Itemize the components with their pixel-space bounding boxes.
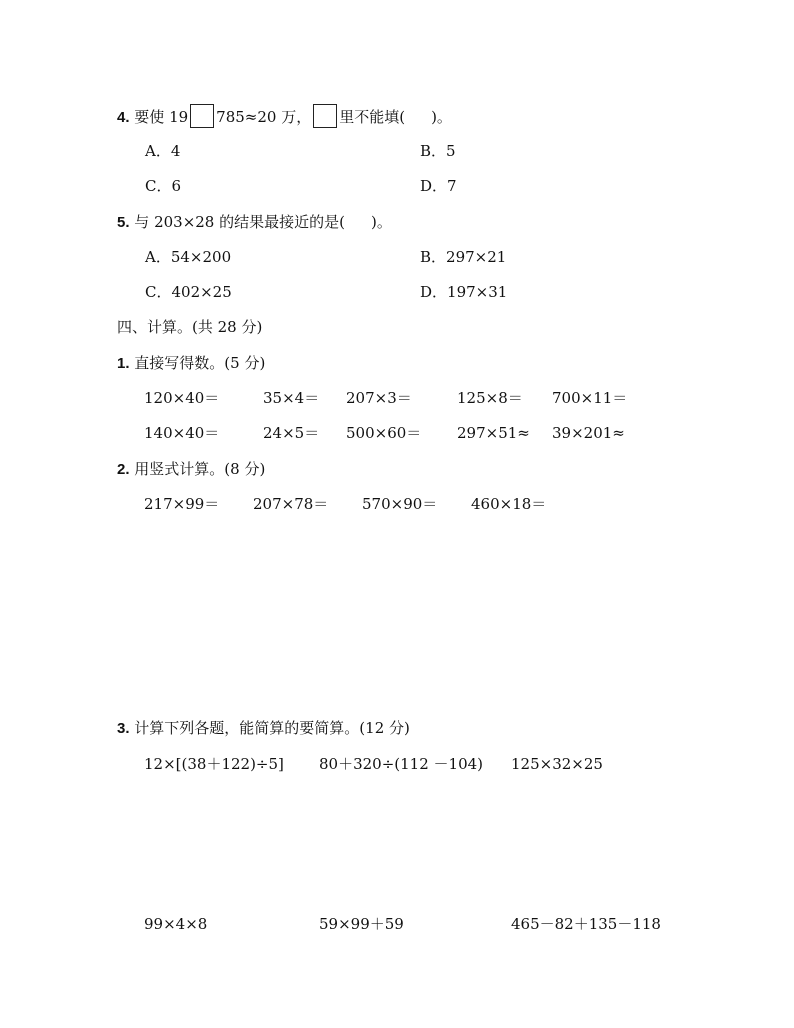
oral-item[interactable]: 120×40＝ — [144, 389, 220, 407]
oral-item[interactable]: 500×60＝ — [346, 424, 422, 442]
subquestion-1 — [117, 353, 265, 374]
oral-item[interactable]: 125×8＝ — [457, 389, 523, 407]
question-text: 要使 19 — [134, 108, 189, 126]
simplify-item[interactable]: 465－82＋135－118 — [511, 915, 661, 933]
simplify-item[interactable]: 59×99＋59 — [319, 915, 404, 933]
question-5 — [117, 212, 392, 233]
section-heading: 四、计算。(共 28 分) — [117, 318, 263, 336]
option-b[interactable]: B．5 — [420, 142, 456, 160]
oral-item[interactable]: 140×40＝ — [144, 424, 220, 442]
oral-item[interactable]: 39×201≈ — [552, 424, 625, 442]
question-text: 用竖式计算。(8 分) — [134, 460, 266, 478]
question-text: )。 — [431, 108, 452, 126]
subquestion-2 — [117, 459, 265, 480]
oral-item[interactable]: 700×11＝ — [552, 389, 628, 407]
question-text: 计算下列各题，能简算的要简算。(12 分) — [134, 719, 410, 737]
oral-item[interactable]: 35×4＝ — [263, 389, 320, 407]
question-number: 1. — [117, 355, 130, 372]
option-a[interactable]: A．4 — [145, 142, 181, 160]
question-text: 直接写得数。(5 分) — [134, 354, 266, 372]
option-b[interactable]: B．297×21 — [420, 248, 507, 266]
oral-item[interactable]: 207×3＝ — [346, 389, 412, 407]
question-number: 3. — [117, 720, 130, 737]
question-text: 785≈20 万， — [216, 108, 312, 126]
option-d[interactable]: D．7 — [420, 177, 457, 195]
question-4 — [117, 104, 452, 128]
simplify-item[interactable]: 125×32×25 — [511, 755, 603, 773]
question-text: 与 203×28 的结果最接近的是( — [134, 213, 345, 231]
vertical-calc-item[interactable]: 460×18＝ — [471, 495, 547, 513]
question-text: )。 — [370, 213, 392, 231]
vertical-calc-item[interactable]: 570×90＝ — [362, 495, 438, 513]
question-text: 里不能填( — [339, 108, 406, 126]
option-c[interactable]: C．6 — [145, 177, 182, 195]
simplify-item[interactable]: 99×4×8 — [144, 915, 208, 933]
vertical-calc-item[interactable]: 207×78＝ — [253, 495, 329, 513]
question-number: 5. — [117, 214, 130, 231]
simplify-item[interactable]: 80＋320÷(112 －104) — [319, 755, 484, 773]
option-a[interactable]: A．54×200 — [145, 248, 232, 266]
question-number: 4. — [117, 109, 130, 126]
question-number: 2. — [117, 461, 130, 478]
oral-item[interactable]: 297×51≈ — [457, 424, 530, 442]
oral-item[interactable]: 24×5＝ — [263, 424, 320, 442]
answer-box[interactable] — [190, 104, 214, 128]
vertical-calc-item[interactable]: 217×99＝ — [144, 495, 220, 513]
subquestion-3 — [117, 718, 410, 739]
answer-box[interactable] — [313, 104, 337, 128]
option-d[interactable]: D．197×31 — [420, 283, 508, 301]
option-c[interactable]: C．402×25 — [145, 283, 232, 301]
simplify-item[interactable]: 12×[(38＋122)÷5] — [144, 755, 284, 773]
